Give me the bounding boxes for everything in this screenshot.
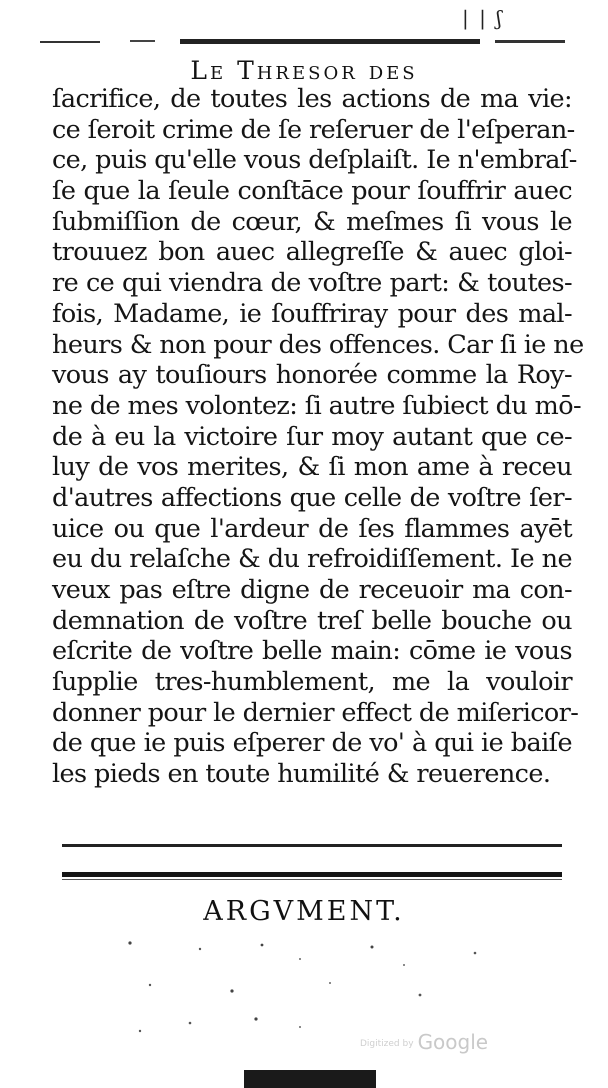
print-speckles — [0, 935, 608, 1055]
text-line: demnation de voſtre treſ belle bouche ou — [52, 605, 572, 636]
bottom-scan-bar — [244, 1070, 376, 1088]
running-head: Le Thresor des — [190, 56, 418, 85]
text-line: ne de mes volontez: ſi autre ſubiect du mō- — [52, 390, 581, 421]
text-line: donner pour le dernier effect de miſericor- — [52, 697, 579, 728]
text-line: ſe que la ſeule conſtāce pour ſouffrir auec — [52, 176, 572, 207]
text-line: les pieds en toute humilité & reuerence. — [52, 759, 551, 790]
text-line: de à eu la victoire ſur moy autant que ce- — [52, 421, 572, 452]
ornamental-rule — [62, 842, 562, 882]
text-line: d'autres affections que celle de voſtre ſer- — [52, 482, 572, 513]
text-line: de que ie puis eſperer de vo' à qui ie baiſe — [52, 728, 572, 759]
text-line: ce ſeroit crime de ſe reſeruer de l'eſperan- — [52, 114, 575, 145]
text-line: vous ay touſiours honorée comme la Roy- — [52, 360, 572, 391]
text-line: luy de vos merites, & ſi mon ame à receu — [52, 452, 572, 483]
top-rule-fragments — [40, 38, 580, 46]
text-line: eu du relaſche & du refroidiſſement. Ie ne — [52, 544, 572, 575]
watermark-caption: Digitized by — [360, 1038, 414, 1049]
digitized-watermark — [360, 1030, 488, 1054]
text-line: ce, puis qu'elle vous deſplaiſt. Ie n'embraſ- — [52, 145, 577, 176]
text-line: heurs & non pour des offences. Car ſi ie ne — [52, 329, 584, 360]
section-heading: ARGVMENT. — [203, 896, 405, 927]
text-line: ſupplie tres-humblement, me la vouloir — [52, 667, 572, 698]
watermark-logo: Google — [417, 1030, 489, 1054]
top-margin-mark: | | ʃ — [462, 6, 504, 30]
text-line: uice ou que l'ardeur de ſes flammes ayēt — [52, 513, 572, 544]
text-line: eſcrite de voſtre belle main: cōme ie vous — [52, 636, 572, 667]
text-line: trouuez bon auec allegreſſe & auec gloi- — [52, 237, 572, 268]
text-line: ſubmiſſion de cœur, & meſmes ſi vous le — [52, 206, 572, 237]
text-line: re ce qui viendra de voſtre part: & toutes- — [52, 268, 572, 299]
text-line: ſacrifice, de toutes les actions de ma vie: — [52, 84, 572, 114]
text-line: veux pas eſtre digne de receuoir ma con- — [52, 575, 572, 605]
text-line: fois, Madame, ie ſouffriray pour des mal- — [52, 298, 572, 329]
body-text — [52, 84, 584, 790]
